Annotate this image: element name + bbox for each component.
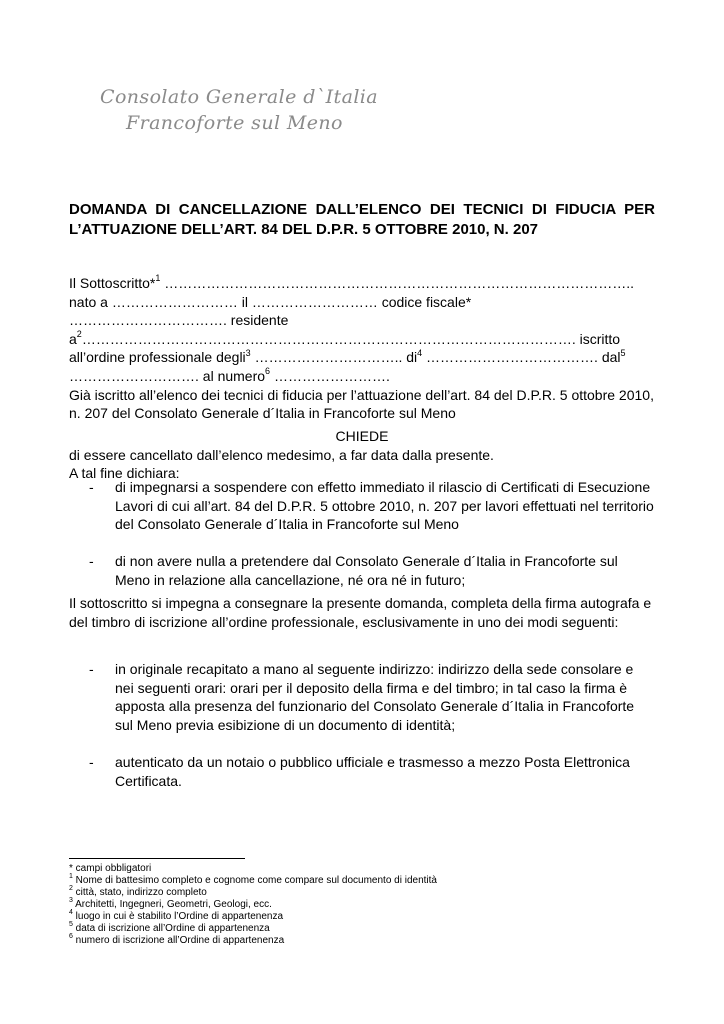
list-dash: -	[89, 661, 94, 677]
footnote	[69, 932, 655, 947]
form-field-number[interactable]: …………………….	[270, 367, 390, 384]
footnote	[69, 872, 655, 887]
footnote-ref: 4	[417, 348, 423, 358]
footnote-ref: 6	[265, 366, 271, 377]
footnote-mark: *	[69, 863, 73, 874]
list-dash: -	[89, 553, 94, 570]
footnote-mark: 5	[69, 920, 73, 928]
footnote-ref: 2	[76, 329, 82, 340]
footnote-ref: 5	[620, 348, 626, 358]
footnote-text: città, stato, indirizzo completo	[72, 887, 207, 898]
footnote-mark: 1	[69, 872, 73, 880]
form-registration-text: Già iscritto all’elenco dei tecnici di fiducia per l’attuazione dell’art. 84 del D.P.R. 5 ottobre 2010, n. 207 del Consolato Generale d´Italia in Francoforte sul Meno	[69, 386, 654, 422]
footnote-mark: 6	[69, 932, 73, 940]
form-field-order[interactable]: ………………………….. di	[250, 349, 418, 366]
footnote-divider	[69, 858, 245, 859]
list-item	[69, 478, 655, 534]
form-label-name: Il Sottoscritto*	[69, 275, 156, 291]
footnote	[69, 908, 655, 923]
list-dash: -	[89, 753, 94, 770]
footnote-ref: 1	[155, 274, 161, 284]
footnote-text: numero di iscrizione all’Ordine di appartenenza	[72, 935, 285, 946]
declarations-list	[69, 478, 655, 590]
list-item	[69, 660, 655, 734]
footnote-ref: 3	[245, 348, 251, 358]
footnotes	[69, 863, 655, 947]
form-line-address	[69, 330, 655, 349]
request-heading: CHIEDE	[335, 428, 389, 444]
footnote	[69, 920, 655, 935]
footnote-text: data di iscrizione all’Ordine di appartenenza	[72, 923, 270, 934]
list-item	[69, 753, 655, 790]
form-field-name[interactable]: ………………………………………………………………………………………..	[160, 275, 635, 291]
letterhead-line-2: Francoforte sul Meno	[126, 112, 343, 134]
letterhead-line-1: Consolato Generale d`Italia	[100, 86, 379, 108]
form-line-order	[69, 348, 655, 367]
footnote	[69, 884, 655, 899]
footnote-mark: 2	[69, 884, 73, 892]
footnote-mark: 3	[69, 896, 73, 904]
form-label-address: a	[69, 330, 77, 347]
declaration-intro: A tal fine dichiara:	[69, 465, 180, 482]
list-dash: -	[89, 479, 94, 495]
list-item-text: autenticato da un notaio o pubblico ufficiale e trasmesso a mezzo Posta Elettronica Certificata.	[115, 753, 630, 789]
applicant-form	[69, 274, 655, 423]
form-field-order-place[interactable]: ………………………………. dal	[422, 349, 621, 366]
list-item	[69, 552, 655, 589]
footnote	[69, 863, 655, 875]
list-item-text: in originale recapitato a mano al seguente indirizzo: indirizzo della sede consolare e nei seguenti orari: orari per il deposito della firma e del timbro; in tal caso la firma è apposta alla presenza del funzionario del Consolato Generale d´Italia in Francoforte sul Meno previa esibizione di un documento di identità;	[115, 661, 635, 733]
list-item-text: di non avere nulla a pretendere dal Consolato Generale d´Italia in Francoforte sul Meno in relazione alla cancellazione, né ora né in futuro;	[115, 553, 618, 588]
footnote-text: campi obbligatori	[72, 863, 152, 874]
form-line-number	[69, 367, 655, 386]
form-field-address[interactable]: ……………………………………………………………………………………………. iscritto	[81, 330, 621, 347]
form-line-name	[69, 274, 655, 293]
footnote-text: luogo in cui è stabilito l’Ordine di appartenenza	[72, 911, 284, 922]
list-item-text: di impegnarsi a sospendere con effetto immediato il rilascio di Certificati di Esecuzione Lavori di cui all’art. 84 del D.P.R. 5 ottobre 2010, n. 207 per lavori effettuati nel territorio del Consolato Generale d´Italia in Francoforte sul Meno	[115, 479, 654, 533]
form-field-date[interactable]: ………………………. al numero	[69, 367, 266, 384]
footnote	[69, 896, 655, 911]
consulate-letterhead	[100, 86, 378, 134]
request-section	[69, 427, 655, 483]
form-line-residence[interactable]: ……………………………. residente	[69, 312, 289, 329]
footnote-text: Architetti, Ingegneri, Geometri, Geologi, ecc.	[72, 899, 272, 910]
footnote-mark: 4	[69, 908, 73, 916]
submission-methods-list	[69, 660, 655, 790]
commitment-paragraph: Il sottoscritto si impegna a consegnare la presente domanda, completa della firma autografa e del timbro di iscrizione all’ordine professionale, esclusivamente in uno dei modi seguenti:	[69, 595, 652, 630]
form-label-order: all’ordine professionale degli	[69, 349, 246, 366]
footnote-text: Nome di battesimo completo e cognome come compare sul documento di identità	[72, 875, 437, 886]
form-line-birth[interactable]: nato a ……………………… il ……………………… codice fiscale*	[69, 293, 472, 310]
document-title: DOMANDA DI CANCELLAZIONE DALL’ELENCO DEI TECNICI DI FIDUCIA PER L’ATTUAZIONE DELL’ART. 84 DEL D.P.R. 5 OTTOBRE 2010, N. 207	[69, 201, 655, 238]
request-text: di essere cancellato dall’elenco medesimo, a far data dalla presente.	[69, 446, 494, 463]
